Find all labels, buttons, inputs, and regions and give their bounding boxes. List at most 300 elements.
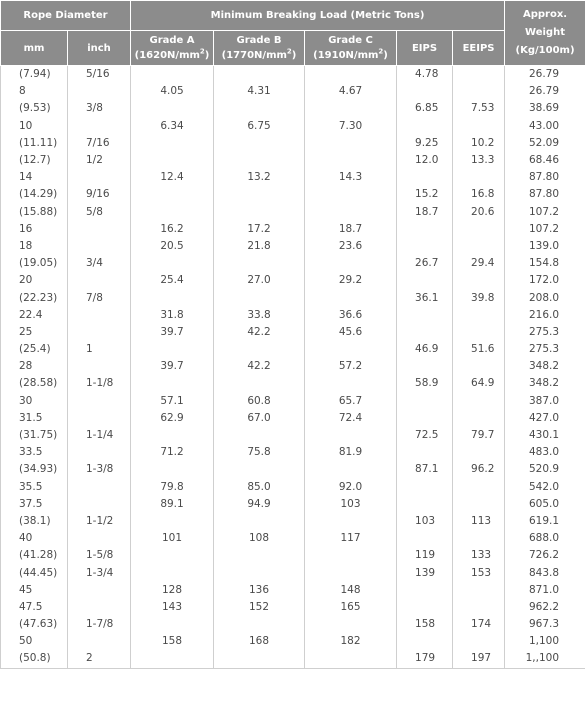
grade-c-cell: [305, 616, 397, 633]
eeips-cell: 51.6: [453, 341, 505, 358]
grade-c-cell: [305, 186, 397, 203]
eips-cell: [397, 238, 453, 255]
inch-cell: 9/16: [68, 186, 131, 203]
grade-a-cell: [131, 461, 214, 478]
weight-cell: 26.79: [505, 66, 585, 84]
eips-cell: [397, 444, 453, 461]
table-row: [1, 255, 585, 272]
weight-cell: 275.3: [505, 341, 585, 358]
eips-cell: [397, 393, 453, 410]
mm-cell: 28: [1, 358, 68, 375]
grade-b-cell: 85.0: [214, 479, 305, 496]
weight-cell: 139.0: [505, 238, 585, 255]
grade-b-cell: 6.75: [214, 118, 305, 135]
table-row: [1, 152, 585, 169]
eeips-cell: [453, 358, 505, 375]
table-row: [1, 169, 585, 186]
weight-cell: 542.0: [505, 479, 585, 496]
eips-cell: [397, 358, 453, 375]
grade-b-cell: 152: [214, 599, 305, 616]
eeips-cell: [453, 410, 505, 427]
grade-b-cell: [214, 616, 305, 633]
eeips-cell: 79.7: [453, 427, 505, 444]
grade-c-cell: [305, 513, 397, 530]
grade-a-close: ): [204, 50, 210, 61]
weight-cell: 43.00: [505, 118, 585, 135]
mm-cell: 30: [1, 393, 68, 410]
inch-cell: 1-1/4: [68, 427, 131, 444]
min-breaking-load-header: Minimum Breaking Load (Metric Tons): [131, 1, 505, 31]
table-row: [1, 410, 585, 427]
grade-c-cell: 92.0: [305, 479, 397, 496]
eips-cell: 72.5: [397, 427, 453, 444]
inch-cell: [68, 633, 131, 650]
eeips-cell: 133: [453, 547, 505, 564]
mm-cell: (41.28): [1, 547, 68, 564]
eeips-cell: 96.2: [453, 461, 505, 478]
weight-cell: 619.1: [505, 513, 585, 530]
table-row: [1, 444, 585, 461]
grade-c-cell: [305, 564, 397, 581]
eips-cell: 26.7: [397, 255, 453, 272]
weight-cell: 605.0: [505, 496, 585, 513]
grade-b-cell: 13.2: [214, 169, 305, 186]
grade-c-cell: [305, 341, 397, 358]
table-row: [1, 375, 585, 392]
eeips-cell: 197: [453, 650, 505, 668]
eeips-cell: [453, 83, 505, 100]
grade-b-cell: 17.2: [214, 221, 305, 238]
grade-c-cell: [305, 289, 397, 306]
grade-a-cell: [131, 564, 214, 581]
eeips-cell: [453, 118, 505, 135]
grade-c-cell: 4.67: [305, 83, 397, 100]
grade-c-cell: [305, 66, 397, 84]
eeips-cell: [453, 582, 505, 599]
grade-b-cell: 4.31: [214, 83, 305, 100]
inch-cell: 1-1/2: [68, 513, 131, 530]
table-row: [1, 66, 585, 84]
eeips-cell: [453, 633, 505, 650]
mm-cell: 40: [1, 530, 68, 547]
grade-a-sup: 2: [199, 47, 205, 56]
mm-cell: 18: [1, 238, 68, 255]
eips-cell: 119: [397, 547, 453, 564]
grade-a-cell: 101: [131, 530, 214, 547]
grade-a-cell: [131, 135, 214, 152]
weight-cell: 1,100: [505, 633, 585, 650]
eips-cell: [397, 118, 453, 135]
table-row: [1, 272, 585, 289]
eeips-cell: [453, 324, 505, 341]
grade-a-cell: [131, 616, 214, 633]
table-row: [1, 358, 585, 375]
table-row: [1, 307, 585, 324]
table-row: [1, 341, 585, 358]
inch-cell: [68, 479, 131, 496]
eips-cell: [397, 272, 453, 289]
grade-c-cell: 117: [305, 530, 397, 547]
grade-c-cell: 36.6: [305, 307, 397, 324]
grade-a-cell: 16.2: [131, 221, 214, 238]
eeips-cell: [453, 307, 505, 324]
mm-cell: 50: [1, 633, 68, 650]
grade-c-close: ): [383, 50, 388, 61]
eeips-cell: 13.3: [453, 152, 505, 169]
eeips-cell: [453, 479, 505, 496]
eips-cell: [397, 324, 453, 341]
grade-c-cell: 18.7: [305, 221, 397, 238]
weight-cell: 348.2: [505, 358, 585, 375]
grade-a-cell: 143: [131, 599, 214, 616]
eeips-cell: [453, 496, 505, 513]
eips-header: EIPS: [397, 31, 453, 66]
inch-cell: 5/16: [68, 66, 131, 84]
eeips-cell: [453, 272, 505, 289]
grade-a-cell: 128: [131, 582, 214, 599]
inch-cell: 1-5/8: [68, 547, 131, 564]
grade-c-cell: [305, 461, 397, 478]
grade-c-cell: [305, 152, 397, 169]
table-row: [1, 289, 585, 306]
eeips-cell: 16.8: [453, 186, 505, 203]
weight-cell: 216.0: [505, 307, 585, 324]
eeips-cell: [453, 530, 505, 547]
grade-b-cell: 168: [214, 633, 305, 650]
table-row: [1, 186, 585, 203]
eips-cell: 103: [397, 513, 453, 530]
grade-a-cell: [131, 152, 214, 169]
inch-cell: 3/4: [68, 255, 131, 272]
weight-cell: 967.3: [505, 616, 585, 633]
eips-cell: [397, 496, 453, 513]
weight-cell: 430.1: [505, 427, 585, 444]
mm-cell: 35.5: [1, 479, 68, 496]
mm-cell: (47.63): [1, 616, 68, 633]
inch-cell: [68, 238, 131, 255]
table-row: [1, 204, 585, 221]
table-row: [1, 238, 585, 255]
mm-cell: 31.5: [1, 410, 68, 427]
weight-cell: 172.0: [505, 272, 585, 289]
inch-cell: 1-3/8: [68, 461, 131, 478]
inch-cell: [68, 496, 131, 513]
grade-b-cell: [214, 513, 305, 530]
mm-cell: (38.1): [1, 513, 68, 530]
mm-cell: (34.93): [1, 461, 68, 478]
table-row: [1, 496, 585, 513]
eips-cell: [397, 169, 453, 186]
eips-cell: [397, 83, 453, 100]
eeips-cell: 113: [453, 513, 505, 530]
eips-cell: 4.78: [397, 66, 453, 84]
eips-cell: [397, 633, 453, 650]
grade-c-cell: [305, 135, 397, 152]
grade-c-cell: 72.4: [305, 410, 397, 427]
weight-cell: 52.09: [505, 135, 585, 152]
weight-cell: 275.3: [505, 324, 585, 341]
weight-cell: 520.9: [505, 461, 585, 478]
grade-a-cell: 39.7: [131, 324, 214, 341]
eips-cell: 12.0: [397, 152, 453, 169]
grade-c-sup: 2: [378, 47, 384, 56]
grade-a-cell: [131, 255, 214, 272]
grade-c-cell: [305, 204, 397, 221]
weight-cell: 208.0: [505, 289, 585, 306]
table-row: [1, 461, 585, 478]
inch-cell: [68, 393, 131, 410]
mm-cell: (31.75): [1, 427, 68, 444]
table-row: [1, 393, 585, 410]
grade-c-cell: [305, 255, 397, 272]
weight-cell: 871.0: [505, 582, 585, 599]
eips-cell: 9.25: [397, 135, 453, 152]
weight-cell: 26.79: [505, 83, 585, 100]
table-header: [1, 1, 585, 66]
grade-b-cell: [214, 135, 305, 152]
grade-b-cell: [214, 204, 305, 221]
table-body: [1, 66, 585, 669]
grade-a-cell: [131, 186, 214, 203]
eips-cell: 158: [397, 616, 453, 633]
grade-a-cell: 79.8: [131, 479, 214, 496]
inch-cell: [68, 83, 131, 100]
grade-b-cell: [214, 66, 305, 84]
mm-cell: 20: [1, 272, 68, 289]
table-row: [1, 530, 585, 547]
grade-a-cell: 4.05: [131, 83, 214, 100]
grade-c-cell: [305, 650, 397, 668]
approx-weight-header: [505, 1, 585, 66]
weight-cell: 107.2: [505, 204, 585, 221]
inch-cell: 7/16: [68, 135, 131, 152]
eips-cell: [397, 479, 453, 496]
grade-a-cell: 31.8: [131, 307, 214, 324]
approx-weight-line2: Weight: [525, 27, 565, 38]
table-row: [1, 616, 585, 633]
weight-cell: 38.69: [505, 100, 585, 117]
table-row: [1, 427, 585, 444]
grade-b-cell: [214, 547, 305, 564]
eips-cell: [397, 530, 453, 547]
grade-c-cell: 165: [305, 599, 397, 616]
eeips-cell: [453, 444, 505, 461]
grade-c-cell: [305, 100, 397, 117]
grade-c-cell: 182: [305, 633, 397, 650]
grade-c-cell: 14.3: [305, 169, 397, 186]
inch-cell: 5/8: [68, 204, 131, 221]
grade-a-cell: [131, 427, 214, 444]
table-row: [1, 324, 585, 341]
grade-b-cell: 42.2: [214, 358, 305, 375]
weight-cell: 87.80: [505, 186, 585, 203]
mm-cell: 25: [1, 324, 68, 341]
grade-a-spec: (1620N/mm: [134, 50, 200, 61]
grade-b-sup: 2: [286, 47, 292, 56]
table-row: [1, 118, 585, 135]
mm-cell: (14.29): [1, 186, 68, 203]
mm-cell: 33.5: [1, 444, 68, 461]
mm-cell: (11.11): [1, 135, 68, 152]
grade-b-cell: [214, 461, 305, 478]
eeips-cell: 174: [453, 616, 505, 633]
eeips-cell: [453, 221, 505, 238]
grade-a-cell: [131, 513, 214, 530]
grade-a-cell: [131, 547, 214, 564]
eeips-header: EEIPS: [453, 31, 505, 66]
grade-b-cell: [214, 186, 305, 203]
inch-cell: 1-3/4: [68, 564, 131, 581]
grade-a-cell: [131, 341, 214, 358]
table-row: [1, 564, 585, 581]
table-row: [1, 513, 585, 530]
weight-cell: 843.8: [505, 564, 585, 581]
eeips-cell: 10.2: [453, 135, 505, 152]
eips-cell: 87.1: [397, 461, 453, 478]
mm-header: mm: [1, 31, 68, 66]
table-row: [1, 135, 585, 152]
inch-header: inch: [68, 31, 131, 66]
grade-b-header: [214, 31, 305, 66]
grade-b-cell: 42.2: [214, 324, 305, 341]
grade-c-cell: 81.9: [305, 444, 397, 461]
eeips-cell: [453, 169, 505, 186]
grade-b-cell: 136: [214, 582, 305, 599]
mm-cell: 10: [1, 118, 68, 135]
grade-b-cell: 60.8: [214, 393, 305, 410]
inch-cell: [68, 582, 131, 599]
mm-cell: (15.88): [1, 204, 68, 221]
grade-c-cell: 103: [305, 496, 397, 513]
mm-cell: (44.45): [1, 564, 68, 581]
mm-cell: 45: [1, 582, 68, 599]
weight-cell: 68.46: [505, 152, 585, 169]
eips-cell: 15.2: [397, 186, 453, 203]
table-row: [1, 650, 585, 668]
table-row: [1, 547, 585, 564]
grade-c-cell: 148: [305, 582, 397, 599]
grade-b-spec: (1770N/mm: [221, 50, 287, 61]
inch-cell: [68, 307, 131, 324]
grade-c-cell: 29.2: [305, 272, 397, 289]
eips-cell: 46.9: [397, 341, 453, 358]
eips-cell: 6.85: [397, 100, 453, 117]
grade-c-cell: 65.7: [305, 393, 397, 410]
grade-c-cell: [305, 427, 397, 444]
grade-c-cell: [305, 547, 397, 564]
mm-cell: (28.58): [1, 375, 68, 392]
inch-cell: 7/8: [68, 289, 131, 306]
grade-c-cell: 45.6: [305, 324, 397, 341]
grade-b-cell: [214, 564, 305, 581]
weight-cell: 483.0: [505, 444, 585, 461]
mm-cell: (50.8): [1, 650, 68, 668]
inch-cell: [68, 530, 131, 547]
weight-cell: 1,,100: [505, 650, 585, 668]
eips-cell: 58.9: [397, 375, 453, 392]
eeips-cell: [453, 393, 505, 410]
grade-a-cell: 6.34: [131, 118, 214, 135]
grade-a-cell: [131, 375, 214, 392]
mm-cell: (12.7): [1, 152, 68, 169]
inch-cell: 2: [68, 650, 131, 668]
eips-cell: [397, 582, 453, 599]
inch-cell: 1-7/8: [68, 616, 131, 633]
grade-a-header: [131, 31, 214, 66]
table-row: [1, 599, 585, 616]
grade-c-cell: 23.6: [305, 238, 397, 255]
eips-cell: [397, 599, 453, 616]
grade-c-cell: 7.30: [305, 118, 397, 135]
approx-weight-line1: Approx.: [522, 9, 568, 20]
mm-cell: 14: [1, 169, 68, 186]
inch-cell: [68, 118, 131, 135]
weight-cell: 688.0: [505, 530, 585, 547]
approx-weight-line3: (Kg/100m): [515, 45, 575, 56]
grade-c-cell: [305, 375, 397, 392]
grade-b-cell: 67.0: [214, 410, 305, 427]
mm-cell: (19.05): [1, 255, 68, 272]
table-row: [1, 582, 585, 599]
grade-b-cell: [214, 152, 305, 169]
inch-cell: [68, 410, 131, 427]
table-row: [1, 479, 585, 496]
grade-b-cell: [214, 650, 305, 668]
table-row: [1, 633, 585, 650]
eips-cell: 36.1: [397, 289, 453, 306]
grade-c-header: [305, 31, 397, 66]
eips-cell: [397, 221, 453, 238]
eeips-cell: 64.9: [453, 375, 505, 392]
weight-cell: 427.0: [505, 410, 585, 427]
weight-cell: 962.2: [505, 599, 585, 616]
mm-cell: 47.5: [1, 599, 68, 616]
eeips-cell: 7.53: [453, 100, 505, 117]
eeips-cell: 29.4: [453, 255, 505, 272]
inch-cell: [68, 272, 131, 289]
grade-c-label: Grade C: [328, 35, 373, 46]
grade-b-label: Grade B: [236, 35, 282, 46]
inch-cell: [68, 324, 131, 341]
inch-cell: 1-1/8: [68, 375, 131, 392]
mm-cell: 16: [1, 221, 68, 238]
grade-a-cell: [131, 650, 214, 668]
inch-cell: 1/2: [68, 152, 131, 169]
weight-cell: 87.80: [505, 169, 585, 186]
grade-b-cell: 75.8: [214, 444, 305, 461]
eips-cell: 139: [397, 564, 453, 581]
grade-c-spec: (1910N/mm: [313, 50, 379, 61]
grade-a-label: Grade A: [149, 35, 195, 46]
grade-c-cell: 57.2: [305, 358, 397, 375]
grade-b-cell: [214, 427, 305, 444]
mm-cell: (22.23): [1, 289, 68, 306]
inch-cell: [68, 221, 131, 238]
inch-cell: 1: [68, 341, 131, 358]
grade-b-cell: 94.9: [214, 496, 305, 513]
grade-a-cell: 25.4: [131, 272, 214, 289]
rope-diameter-header: Rope Diameter: [1, 1, 131, 31]
grade-a-cell: 62.9: [131, 410, 214, 427]
inch-cell: [68, 169, 131, 186]
grade-b-cell: [214, 289, 305, 306]
grade-a-cell: 12.4: [131, 169, 214, 186]
eeips-cell: 20.6: [453, 204, 505, 221]
inch-cell: 3/8: [68, 100, 131, 117]
eeips-cell: 153: [453, 564, 505, 581]
mm-cell: (7.94): [1, 66, 68, 84]
eips-cell: 179: [397, 650, 453, 668]
